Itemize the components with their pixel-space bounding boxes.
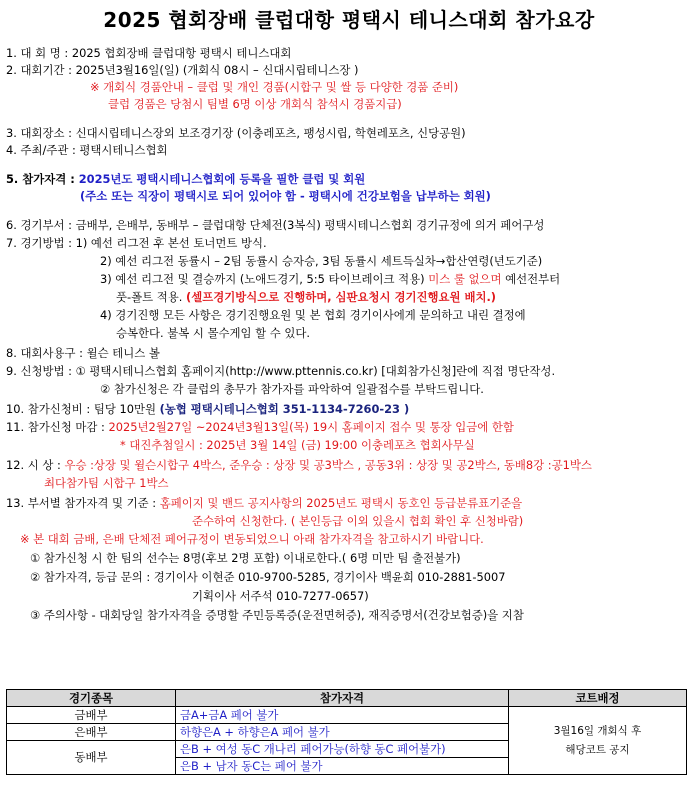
- eligibility-text: 2025년도 평택시테니스협회에 등록을 필한 클럽 및 회원: [78, 172, 366, 186]
- page-title: 2025 협회장배 클럽대항 평택시 테니스대회 참가요강: [103, 8, 595, 32]
- event-name-line: 1. 대 회 명 : 2025 협회장배 클럽대항 평택시 테니스대회: [6, 46, 292, 60]
- qualification-cell: 은B + 남자 동C는 페어 불가: [176, 758, 509, 775]
- prize-notice-line: ※ 개회식 경품안내 – 클럽 및 개인 경품(시합구 및 쌀 등 다양한 경품 준비): [90, 80, 459, 94]
- rule-change-notice: ※ 본 대회 금배, 은배 단체전 페어규정이 변동되었으니 아래 참가자격을 참고하시기 바랍니다.: [20, 532, 484, 546]
- qualification-cell: 금A+금A 페어 불가: [176, 707, 509, 724]
- apply-line-1: 9. 신청방법 : ① 평택시테니스협회 홈페이지(http://www.pttennis.co.kr) [대회참가신청]란에 직접 명단작성.: [6, 364, 556, 378]
- court-text-2: 해당코트 공지: [565, 743, 630, 756]
- division-cell: 금배부: [7, 707, 176, 724]
- method-3-text: 3) 예선 리그전 및 결승까지 (노애드경기, 5:5 타이브레이크 적용): [100, 272, 429, 286]
- note-line-3: 기획이사 서주석 010-7277-0657): [192, 589, 369, 603]
- method-line-5: 4) 경기진행 모든 사항은 경기진행요원 및 본 협회 경기이사에게 문의하고 내린 결정에: [100, 308, 526, 322]
- qualification-cell: 은B + 여성 동C 개나리 페어가능(하향 동C 페어불가): [176, 741, 509, 758]
- miss-rule-text: 미스 룰 없으며: [428, 272, 502, 286]
- eligibility-line: [6, 172, 365, 187]
- division-line: 6. 경기부서 : 금배부, 은배부, 동배부 – 클럽대항 단체전(3복식) 평택시테니스협회 경기규정에 의거 페어구성: [6, 218, 545, 232]
- venue-line: 3. 대회장소 : 신대시립테니스장외 보조경기장 (이충레포츠, 팽성시립, 학현레포츠, 신당공원): [6, 126, 466, 140]
- method-3-tail: 예선전부터: [501, 272, 561, 286]
- prize-condition-line: 클럽 경품은 당첨시 팀별 6명 이상 개회식 참석시 경품지급): [108, 97, 402, 111]
- method-line-3: [100, 272, 560, 287]
- criteria-line-2: 준수하여 신청한다. ( 본인등급 이외 있을시 협회 확인 후 신청바람): [192, 514, 524, 528]
- award-extra-line: 최다참가팀 시합구 1박스: [44, 476, 169, 490]
- eligibility-table: [6, 689, 687, 775]
- self-judging-text: (셀프경기방식으로 진행하며, 심판요청시 경기진행요원 배치.): [186, 290, 497, 304]
- draw-date-line: * 대진추첨일시 : 2025년 3월 14일 (금) 19:00 이충레포츠 협회사무실: [120, 438, 475, 452]
- method-line-2: 2) 예선 리그전 동률시 – 2팀 동률시 승자승, 3팀 동률시 세트득실차→합산연령(년도기준): [100, 254, 543, 268]
- criteria-line: [6, 496, 522, 511]
- note-line-4: ③ 주의사항 - 대회당일 참가자격을 증명할 주민등록증(운전면허증), 재직증명서(건강보험증)을 지참: [30, 608, 524, 622]
- deadline-label: 11. 참가신청 마감 :: [6, 420, 109, 434]
- method-line-1: 7. 경기방법 : 1) 예선 리그전 후 본선 토너먼트 방식.: [6, 236, 267, 250]
- foot-fault-text: 풋-폴트 적용.: [116, 290, 186, 304]
- host-line: 4. 주최/주관 : 평택시테니스협회: [6, 143, 168, 157]
- header-court: 코트배정: [509, 690, 687, 707]
- table-header-row: [7, 690, 687, 707]
- header-qualification: 참가자격: [176, 690, 509, 707]
- method-line-4: [116, 290, 496, 305]
- court-text-1: 3월16일 개회식 후: [553, 724, 642, 737]
- division-cell: 은배부: [7, 724, 176, 741]
- event-period-line: 2. 대회기간 : 2025년3월16일(일) (개회식 08시 – 신대시립테니스장 ): [6, 63, 359, 77]
- criteria-text: 홈페이지 및 밴드 공지사항의 2025년도 평택시 동호인 등급분류표기준을: [159, 496, 523, 510]
- fee-line: [6, 402, 409, 417]
- eligibility-note: (주소 또는 직장이 평택시로 되어 있어야 함 - 평택시에 건강보험을 납부하는 회원): [80, 189, 491, 203]
- note-line-2: ② 참가자격, 등급 문의 : 경기이사 이현준 010-9700-5285, 경기이사 백윤희 010-2881-5007: [30, 570, 506, 584]
- fee-text: 10. 참가신청비 : 팀당 10만원: [6, 402, 160, 416]
- apply-line-2: ② 참가신청은 각 클럽의 총무가 참가자를 파악하여 일괄접수를 부탁드립니다.: [100, 382, 484, 396]
- deadline-text: 2025년2월27일 ~2024년3월13일(목) 19시 홈페이지 접수 및 통장 입금에 한함: [108, 420, 514, 434]
- table-row: [7, 707, 687, 724]
- header-division: 경기종목: [7, 690, 176, 707]
- qualification-cell: 하향은A + 하향은A 페어 불가: [176, 724, 509, 741]
- award-line: [6, 458, 592, 473]
- note-line-1: ① 참가신청 시 한 팀의 선수는 8명(후보 2명 포함) 이내로한다.( 6명 미만 팀 출전불가): [30, 551, 461, 565]
- eligibility-label: 5. 참가자격 :: [6, 172, 79, 186]
- deadline-line: [6, 420, 514, 435]
- award-label: 12. 시 상 :: [6, 458, 65, 472]
- method-line-6: 승복한다. 불복 시 몰수게임 할 수 있다.: [116, 326, 311, 340]
- court-cell: [509, 707, 687, 775]
- division-cell: 동배부: [7, 741, 176, 775]
- criteria-label: 13. 부서별 참가자격 및 기준 :: [6, 496, 160, 510]
- award-text: 우승 :상장 및 윌슨시합구 4박스, 준우승 : 상장 및 공3박스 , 공동3위 : 상장 및 공2박스, 동배8강 :공1박스: [64, 458, 592, 472]
- bank-account-text: (농협 평택시테니스협회 351-1134-7260-23 ): [159, 402, 410, 416]
- ball-line: 8. 대회사용구 : 윌슨 테니스 볼: [6, 346, 160, 360]
